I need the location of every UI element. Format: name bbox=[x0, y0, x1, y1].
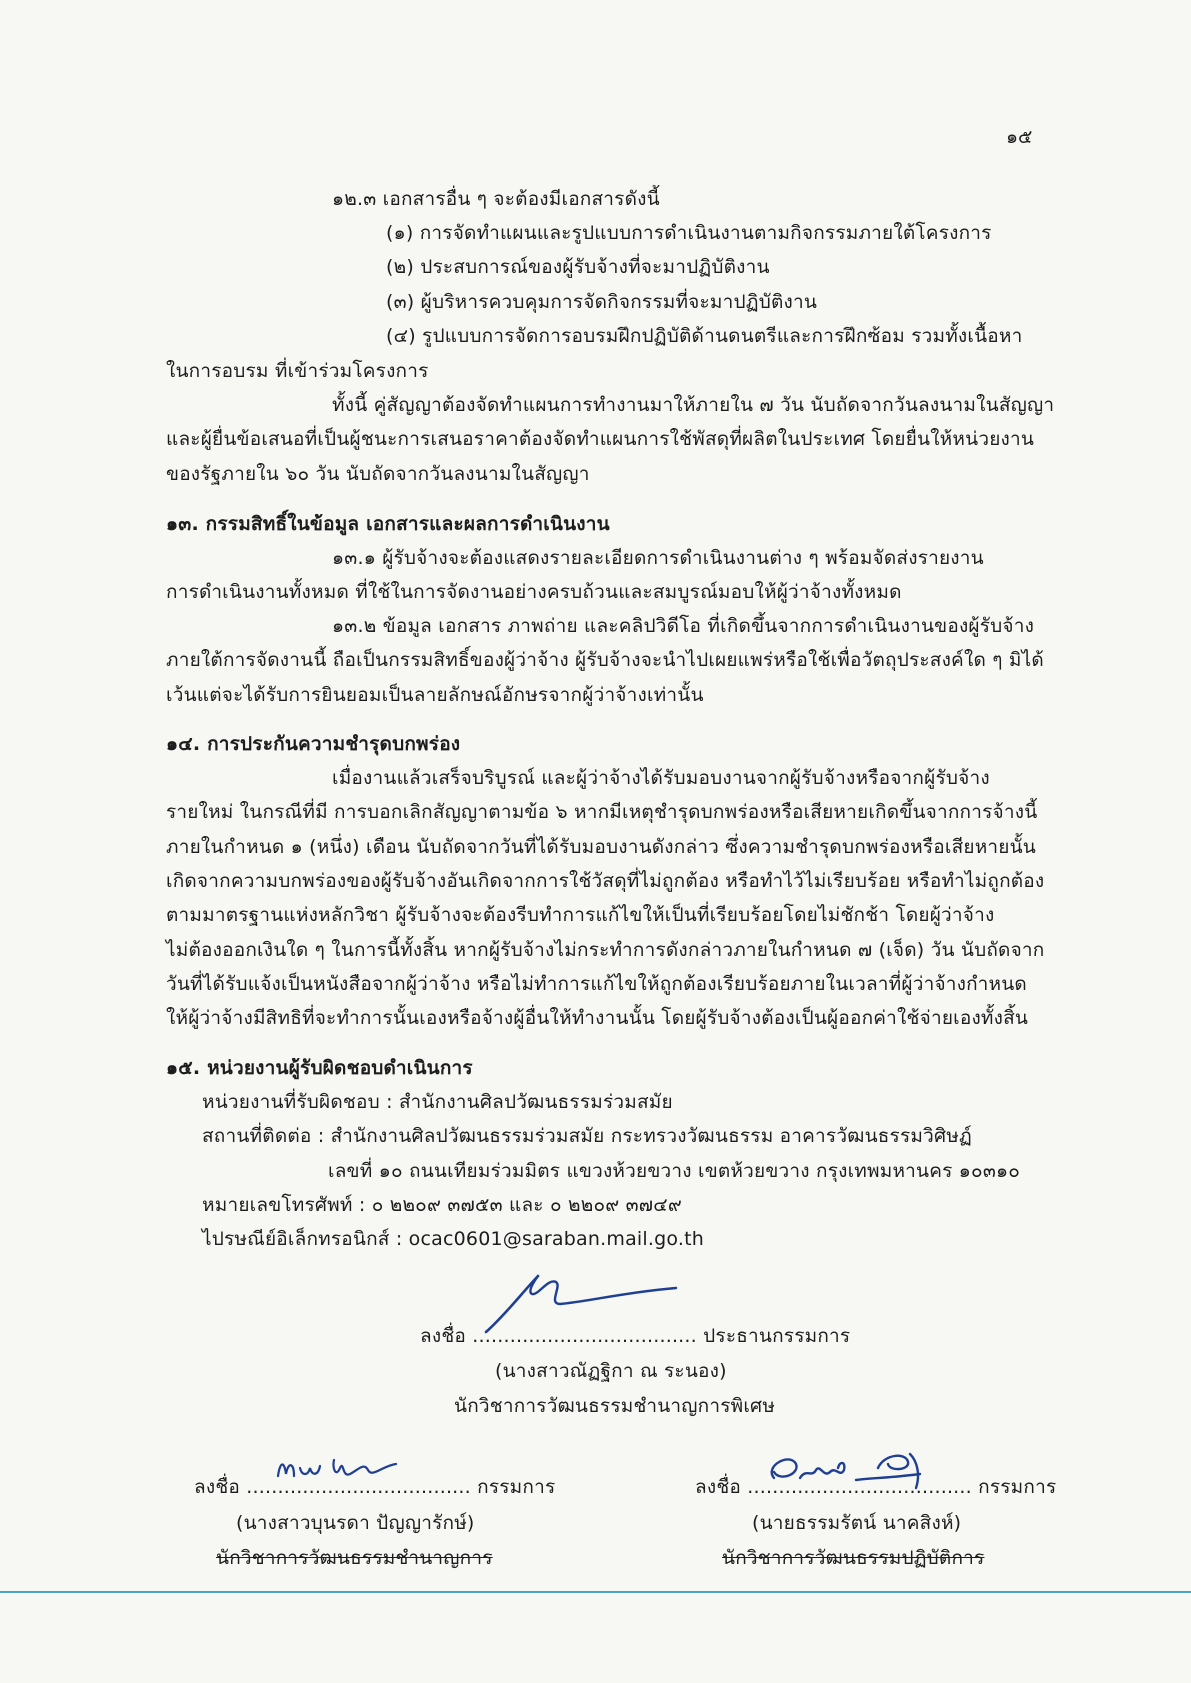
left-name: (นางสาวบุนรดา ปัญญารักษ์) bbox=[236, 1512, 475, 1534]
paragraph-line: รายใหม่ ในกรณีที่มี การบอกเลิกสัญญาตามข้อ ๖ หากมีเหตุชำรุดบกพร่องหรือเสียหายเกิดขึ้นจากการจ้างนี้ bbox=[166, 801, 1038, 823]
section-12-3-title: ๑๒.๓ เอกสารอื่น ๆ จะต้องมีเอกสารดังนี้ bbox=[332, 188, 660, 210]
paragraph-line: ไม่ต้องออกเงินใด ๆ ในการนี้ทั้งสิ้น หากผู้รับจ้างไม่กระทำการดังกล่าวภายในกำหนด ๗ (เจ็ด) วัน นับถัดจาก bbox=[166, 939, 1045, 961]
paragraph-line: ภายใต้การจัดงานนี้ ถือเป็นกรรมสิทธิ์ของผู้ว่าจ้าง ผู้รับจ้างจะนำไปเผยแพร่หรือใช้เพื่อวัตถุประสงค์ใด ๆ มิได้ bbox=[166, 649, 1044, 671]
right-name: (นายธรรมรัตน์ นาคสิงห์) bbox=[752, 1512, 962, 1534]
right-sign-line: ลงชื่อ .................................... กรรมการ bbox=[695, 1476, 1057, 1498]
page-number: ๑๕ bbox=[1006, 126, 1033, 148]
left-position: นักวิชาการวัฒนธรรมชำนาญการ bbox=[216, 1547, 493, 1569]
paragraph-line: และผู้ยื่นข้อเสนอที่เป็นผู้ชนะการเสนอราคาต้องจัดทำแผนการใช้พัสดุที่ผลิตในประเทศ โดยยื่นให้หน่วยงาน bbox=[166, 428, 1035, 450]
paragraph-line: เมื่องานแล้วเสร็จบริบูรณ์ และผู้ว่าจ้างได้รับมอบงานจากผู้รับจ้างหรือจากผู้รับจ้าง bbox=[332, 767, 990, 789]
bottom-divider bbox=[0, 1591, 1191, 1593]
left-sign-line: ลงชื่อ .................................... กรรมการ bbox=[194, 1476, 556, 1498]
section-13-heading: ๑๓. กรรมสิทธิ์ในข้อมูล เอกสารและผลการดำเนินงาน bbox=[166, 513, 610, 535]
paragraph-line: เว้นแต่จะได้รับการยินยอมเป็นลายลักษณ์อักษรจากผู้ว่าจ้างเท่านั้น bbox=[166, 684, 704, 706]
list-item: (๒) ประสบการณ์ของผู้รับจ้างที่จะมาปฏิบัติงาน bbox=[386, 256, 770, 278]
contact-phone: หมายเลขโทรศัพท์ : ๐ ๒๒๐๙ ๓๗๕๓ และ ๐ ๒๒๐๙ ๓๗๔๙ bbox=[202, 1194, 682, 1216]
contact-address: สถานที่ติดต่อ : สำนักงานศิลปวัฒนธรรมร่วมสมัย กระทรวงวัฒนธรรม อาคารวัฒนธรรมวิศิษฏ์ bbox=[202, 1125, 972, 1147]
contact-email: ไปรษณีย์อิเล็กทรอนิกส์ : ocac0601@saraban.mail.go.th bbox=[202, 1228, 704, 1250]
paragraph-line: ให้ผู้ว่าจ้างมีสิทธิที่จะทำการนั้นเองหรือจ้างผู้อื่นให้ทำงานนั้น โดยผู้รับจ้างต้องเป็นผู้ออกค่าใช้จ่ายเองทั้งสิ้น bbox=[166, 1007, 1029, 1029]
list-item: (๔) รูปแบบการจัดการอบรมฝึกปฏิบัติด้านดนตรีและการฝึกซ้อม รวมทั้งเนื้อหา bbox=[386, 325, 1023, 347]
paragraph-line: ๑๓.๑ ผู้รับจ้างจะต้องแสดงรายละเอียดการดำเนินงานต่าง ๆ พร้อมจัดส่งรายงาน bbox=[332, 547, 984, 569]
contact-address-line2: เลขที่ ๑๐ ถนนเทียมร่วมมิตร แขวงห้วยขวาง เขตห้วยขวาง กรุงเทพมหานคร ๑๐๓๑๐ bbox=[328, 1160, 1021, 1182]
chair-sign-line: ลงชื่อ .................................... ประธานกรรมการ bbox=[420, 1325, 851, 1347]
paragraph-line: ๑๓.๒ ข้อมูล เอกสาร ภาพถ่าย และคลิปวิดีโอ ที่เกิดขึ้นจากการดำเนินงานของผู้รับจ้าง bbox=[332, 615, 1035, 637]
paragraph-line: วันที่ได้รับแจ้งเป็นหนังสือจากผู้ว่าจ้าง หรือไม่ทำการแก้ไขให้ถูกต้องเรียบร้อยภายในเวลาที่ผู้ว่าจ้างกำหนด bbox=[166, 973, 1027, 995]
section-14-heading: ๑๔. การประกันความชำรุดบกพร่อง bbox=[166, 733, 461, 755]
list-item: (๓) ผู้บริหารควบคุมการจัดกิจกรรมที่จะมาปฏิบัติงาน bbox=[386, 291, 818, 313]
paragraph-line: ของรัฐภายใน ๖๐ วัน นับถัดจากวันลงนามในสัญญา bbox=[166, 463, 590, 485]
chair-name: (นางสาวณัฏฐิกา ณ ระนอง) bbox=[495, 1360, 727, 1382]
paragraph-line: การดำเนินงานทั้งหมด ที่ใช้ในการจัดงานอย่างครบถ้วนและสมบูรณ์มอบให้ผู้ว่าจ้างทั้งหมด bbox=[166, 581, 902, 603]
section-15-heading: ๑๕. หน่วยงานผู้รับผิดชอบดำเนินการ bbox=[166, 1057, 473, 1079]
list-item-continuation: ในการอบรม ที่เข้าร่วมโครงการ bbox=[166, 360, 429, 382]
paragraph-line: ตามมาตรฐานแห่งหลักวิชา ผู้รับจ้างจะต้องรีบทำการแก้ไขให้เป็นที่เรียบร้อยโดยไม่ชักช้า โดยผู้ว่าจ้าง bbox=[166, 904, 995, 926]
paragraph-line: เกิดจากความบกพร่องของผู้รับจ้างอันเกิดจากการใช้วัสดุที่ไม่ถูกต้อง หรือทำไว้ไม่เรียบร้อย หรือทำไม่ถูกต้อง bbox=[166, 870, 1045, 892]
responsible-unit: หน่วยงานที่รับผิดชอบ : สำนักงานศิลปวัฒนธรรมร่วมสมัย bbox=[202, 1091, 673, 1113]
list-item: (๑) การจัดทำแผนและรูปแบบการดำเนินงานตามกิจกรรมภายใต้โครงการ bbox=[386, 222, 992, 244]
paragraph-line: ทั้งนี้ คู่สัญญาต้องจัดทำแผนการทำงานมาให้ภายใน ๗ วัน นับถัดจากวันลงนามในสัญญา bbox=[332, 394, 1055, 416]
paragraph-line: ภายในกำหนด ๑ (หนึ่ง) เดือน นับถัดจากวันที่ได้รับมอบงานดังกล่าว ซึ่งความชำรุดบกพร่องหรือเสียหายนั้น bbox=[166, 836, 1036, 858]
right-position: นักวิชาการวัฒนธรรมปฏิบัติการ bbox=[722, 1547, 985, 1569]
chair-position: นักวิชาการวัฒนธรรมชำนาญการพิเศษ bbox=[454, 1395, 776, 1417]
